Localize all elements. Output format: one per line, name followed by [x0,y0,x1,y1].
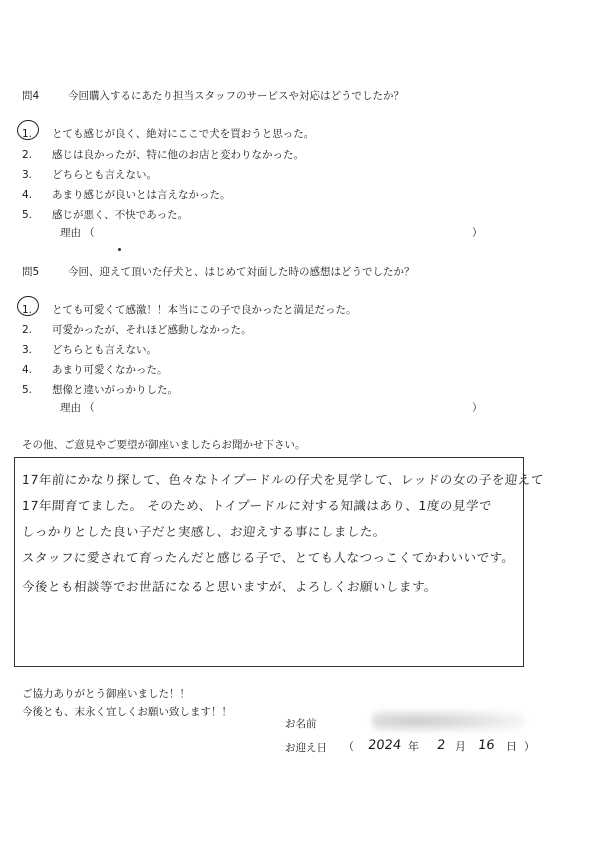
q5-option-4[interactable]: 4. あまり可愛くなかった。 [22,364,168,376]
q5-option-3[interactable]: 3. どちらとも言えない。 [22,344,157,356]
handwritten-line-1: 17年前にかなり探して、色々なトイプードルの仔犬を見学して、レッドの女の子を迎えて [21,472,545,487]
q4-option-2[interactable]: 2. 感じは良かったが、特に他のお店と変わりなかった。 [22,149,304,161]
date-label: お迎え日 [285,742,327,754]
q4-text: 今回購入するにあたり担当スタッフのサービスや対応はどうでしたか？ [68,90,404,102]
q5-reason-label: 理由 [60,402,81,414]
q5-reason: 理由 （ ） [60,402,483,414]
q4-number: 問4 [22,90,40,102]
q4-option-5[interactable]: 5. 感じが悪く、不快であった。 [22,209,189,221]
q5-option-1[interactable]: 1. とても可愛くて感激！！本当にこの子で良かったと満足だった。 [22,304,357,316]
date-year: 2024 [367,738,402,753]
q4-option-3[interactable]: 3. どちらとも言えない。 [22,169,157,181]
handwritten-line-3: しっかりとした良い子だと実感し、お迎えする事にしました。 [21,524,387,539]
q5-option-5[interactable]: 5. 想像と違いがっかりした。 [22,384,178,396]
q5-title [22,264,415,279]
date-day: 16 [477,738,496,753]
q5-text: 今回、迎えて頂いた仔犬と、はじめて対面した時の感想はどうでしたか？ [68,266,415,278]
closing-line-1: ご協力ありがとう御座いました！！ [22,688,190,700]
q4-title [22,88,404,103]
opinion-title: その他、ご意見やご要望が御座いましたらお聞かせ下さい。 [22,439,306,451]
q4-option-1[interactable]: 1. とても感じが良く、絶対にここで犬を買おうと思った。 [22,128,315,140]
stray-dot [118,248,121,251]
q4-reason-label: 理由 [60,227,81,239]
redacted-name [372,710,524,732]
q4-reason: 理由 （ ） [60,227,483,239]
handwritten-line-4: スタッフに愛されて育ったんだと感じる子で、とても人なつっこくてかわいいです。 [21,550,516,565]
name-label: お名前 [285,718,317,730]
handwritten-line-5: 今後とも相談等でお世話になると思いますが、よろしくお願いします。 [21,579,438,594]
date-month: 2 [436,738,447,753]
q4-option-4[interactable]: 4. あまり感じが良いとは言えなかった。 [22,189,231,201]
q5-number: 問5 [22,266,40,278]
q5-option-2[interactable]: 2. 可愛かったが、それほど感動しなかった。 [22,324,252,336]
handwritten-line-2: 17年間育てました。 そのため、トイプードルに対する知識はあり、1度の見学で [21,498,493,513]
closing-line-2: 今後とも、末永く宜しくお願い致します！！ [22,706,232,718]
